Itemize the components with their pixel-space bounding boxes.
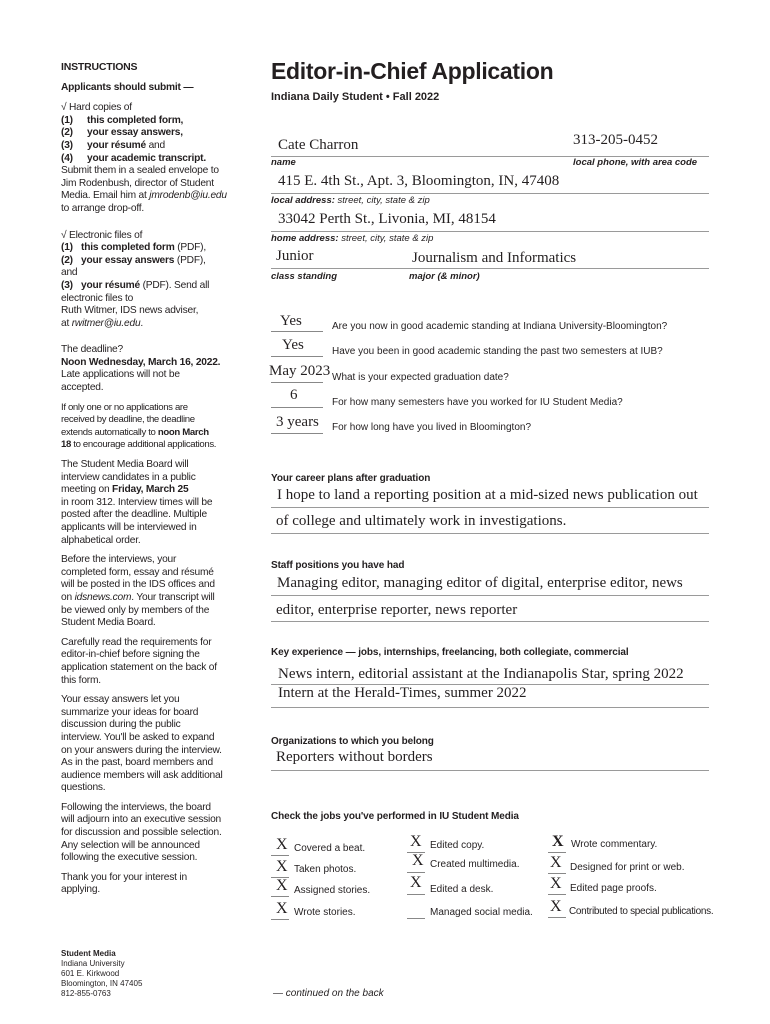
experience-label: Key experience — jobs, internships, freelancing, both collegiate, commercial [271, 647, 629, 658]
q4-answer[interactable]: 6 [290, 387, 298, 403]
class-major-line [271, 268, 709, 269]
home-address-hint: street, city, state & zip [338, 233, 434, 244]
q2-blank [271, 356, 323, 357]
major-label: major (& minor) [409, 271, 480, 282]
extension-line: extends automatically to [61, 426, 158, 438]
experience-line-2[interactable]: Intern at the Herald-Times, summer 2022 [278, 685, 527, 701]
home-address-value[interactable]: 33042 Perth St., Livonia, MI, 48154 [278, 211, 496, 227]
before-line: . Your transcript will [131, 591, 215, 603]
job-blank [407, 918, 425, 919]
organizations-label: Organizations to which you belong [271, 736, 434, 747]
phone-label: local phone, with area code [573, 157, 698, 168]
thanks-line: Thank you for your interest in [61, 871, 187, 883]
job-designed-print-web: Designed for print or web. [570, 862, 685, 873]
job-edited-page-proofs: Edited page proofs. [570, 883, 657, 894]
deadline-question: The deadline? [61, 344, 123, 356]
extension-line: to encourage additional applications. [70, 439, 217, 451]
careful-line: Carefully read the requirements for [61, 636, 212, 648]
before-block [61, 554, 246, 630]
q3-text: What is your expected graduation date? [332, 372, 509, 383]
jobs-label: Check the jobs you've performed in IU Student Media [271, 811, 519, 822]
page-subtitle: Indiana Daily Student • Fall 2022 [271, 91, 440, 103]
name-value[interactable]: Cate Charron [278, 137, 359, 153]
electronic-line: Ruth Witmer, IDS news adviser, [61, 305, 199, 317]
q1-blank [271, 331, 323, 332]
experience-line-1[interactable]: News intern, editorial assistant at the Indianapolis Star, spring 2022 [278, 666, 684, 682]
item-text: this completed form, [87, 114, 184, 126]
careful-line: this form. [61, 674, 101, 686]
home-address-line [271, 231, 709, 232]
item-text-rest: (PDF), [174, 242, 206, 254]
careful-block [61, 637, 246, 687]
job-blank [548, 917, 566, 918]
staff-line-1[interactable]: Managing editor, managing editor of digital, enterprise editor, news [277, 575, 683, 591]
before-line: Before the interviews, your [61, 554, 177, 566]
q3-answer[interactable]: May 2023 [269, 363, 331, 379]
electronic-and: and [61, 267, 78, 279]
hard-copies-intro: √ Hard copies of [61, 102, 132, 114]
item-text: your essay answers [81, 254, 175, 266]
local-address-value[interactable]: 415 E. 4th St., Apt. 3, Bloomington, IN, 47408 [278, 173, 560, 189]
item-num: (3) [61, 279, 73, 291]
job-edited-desk: Edited a desk. [430, 884, 494, 895]
hard-copies-line: Submit them in a sealed envelope to [61, 165, 219, 177]
hard-copies-line: Media. Email him at [61, 190, 150, 202]
thanks-line: applying. [61, 884, 100, 896]
ids-website: idsnews.com [74, 591, 132, 603]
board-line: posted after the deadline. Multiple [61, 509, 207, 521]
career-rule-2 [271, 533, 709, 534]
job-mark-taken-photos[interactable]: X [276, 858, 288, 875]
staff-line-2[interactable]: editor, enterprise reporter, news reporter [276, 602, 518, 618]
thanks-block [61, 872, 246, 897]
essay-line: audience members will ask additional [61, 769, 223, 781]
item-text: this completed form [81, 242, 175, 254]
essay-line: discussion during the public [61, 719, 181, 731]
local-address-label [271, 195, 430, 206]
electronic-line: electronic files to [61, 292, 134, 304]
major-value[interactable]: Journalism and Informatics [412, 250, 577, 266]
board-line: in room 312. Interview times will be [61, 496, 213, 508]
class-standing-label: class standing [271, 271, 337, 282]
job-managed-social: Managed social media. [430, 907, 533, 918]
item-num: (3) [61, 139, 73, 151]
career-line-1[interactable]: I hope to land a reporting position at a mid-sized news publication out [277, 487, 698, 503]
job-taken-photos: Taken photos. [294, 864, 357, 875]
item-num: (4) [61, 152, 73, 164]
item-text: your résumé [81, 279, 140, 291]
following-line: for discussion and possible selection. [61, 827, 222, 839]
ruth-email: rwitmer@iu.edu [71, 317, 141, 329]
q1-answer[interactable]: Yes [280, 313, 302, 329]
instructions-column [61, 61, 246, 904]
q2-text: Have you been in good academic standing the past two semesters at IUB? [332, 346, 663, 357]
q2-answer[interactable]: Yes [282, 337, 304, 353]
q4-text: For how many semesters have you worked for IU Student Media? [332, 397, 623, 408]
board-block [61, 459, 246, 547]
before-line: on [61, 591, 75, 603]
job-blank [271, 896, 289, 897]
footer-line: 601 E. Kirkwood [61, 969, 120, 978]
instructions-heading: INSTRUCTIONS [61, 61, 138, 73]
electronic-intro: √ Electronic files of [61, 229, 143, 241]
q3-blank [271, 382, 323, 383]
organizations-rule-1 [271, 770, 709, 771]
organizations-line-1[interactable]: Reporters without borders [276, 749, 433, 765]
job-mark-assigned-stories[interactable]: X [276, 877, 288, 894]
job-blank [271, 919, 289, 920]
home-address-label [271, 233, 433, 244]
essay-line: Your essay answers let you [61, 694, 180, 706]
item-text-rest: and [145, 139, 165, 151]
careful-line: editor-in-chief before signing the [61, 649, 200, 661]
hard-copies-line: Jim Rodenbush, director of Student [61, 177, 214, 189]
job-created-multimedia: Created multimedia. [430, 859, 520, 870]
before-line: Student Media Board. [61, 617, 156, 629]
board-line: alphabetical order. [61, 534, 141, 546]
board-line: The Student Media Board will [61, 459, 189, 471]
careful-line: application statement on the back of [61, 661, 217, 673]
board-line: meeting on [61, 484, 113, 496]
job-mark-wrote-commentary[interactable]: X [552, 833, 564, 850]
essay-line: interview. You'll be asked to expand [61, 731, 215, 743]
jim-email: jmrodenb@iu.edu [149, 190, 227, 202]
before-line: will be posted in the IDS offices and [61, 579, 215, 591]
q5-answer[interactable]: 3 years [276, 414, 319, 430]
following-line: Following the interviews, the board [61, 801, 211, 813]
local-address-line [271, 193, 709, 194]
item-text-rest: (PDF), [174, 254, 206, 266]
local-address-hint: street, city, state & zip [334, 195, 430, 206]
extension-date: noon March [157, 426, 209, 438]
board-line: interview candidates in a public [61, 471, 196, 483]
name-label: name [271, 157, 296, 168]
job-blank [407, 872, 425, 873]
following-line: following the executive session. [61, 852, 198, 864]
electronic-block [61, 230, 246, 331]
q4-blank [271, 407, 323, 408]
item-text: your essay answers, [87, 127, 183, 139]
electronic-line: . [140, 317, 144, 329]
continued-note: — continued on the back [273, 988, 384, 999]
job-assigned-stories: Assigned stories. [294, 885, 371, 896]
page-title: Editor-in-Chief Application [271, 58, 554, 84]
phone-value[interactable]: 313-205-0452 [573, 132, 658, 148]
footer-address [61, 949, 142, 999]
following-block [61, 802, 246, 865]
essay-line: summarize your ideas for board [61, 706, 199, 718]
job-mark-wrote-stories[interactable]: X [276, 900, 288, 917]
job-mark-created-multimedia[interactable]: X [412, 852, 424, 869]
essay-line: questions. [61, 782, 106, 794]
job-blank [407, 894, 425, 895]
following-line: Any selection will be announced [61, 839, 200, 851]
job-edited-copy: Edited copy. [430, 840, 485, 851]
q1-text: Are you now in good academic standing at Indiana University-Bloomington? [332, 321, 668, 332]
essay-line: on your answers during the interview. [61, 744, 222, 756]
deadline-note: accepted. [61, 382, 104, 394]
job-blank [271, 855, 289, 856]
q5-blank [271, 433, 323, 434]
job-mark-edited-desk[interactable]: X [410, 874, 422, 891]
before-line: be viewed only by members of the [61, 604, 210, 616]
career-line-2[interactable]: of college and ultimately work in investigations. [276, 513, 567, 529]
item-text-rest: (PDF). Send all [139, 279, 210, 291]
job-blank [548, 873, 566, 874]
electronic-line: at [61, 317, 72, 329]
home-address-label-text: home address: [271, 233, 339, 244]
item-text: your résumé [87, 139, 146, 151]
extension-date: 18 [61, 439, 71, 451]
item-num: (1) [61, 114, 73, 126]
item-num: (2) [61, 127, 73, 139]
career-rule-1 [271, 507, 709, 508]
essay-line: As in the past, board members and [61, 757, 213, 769]
staff-rule-2 [271, 621, 709, 622]
job-mark-edited-page-proofs[interactable]: X [550, 875, 562, 892]
hard-copies-line: to arrange drop-off. [61, 202, 145, 214]
deadline-block [61, 344, 246, 394]
item-num: (2) [61, 254, 73, 266]
hard-copies-block [61, 102, 246, 215]
job-special-publications: Contributed to special publications. [569, 906, 714, 917]
staff-label: Staff positions you have had [271, 560, 405, 571]
item-text: your academic transcript. [87, 152, 206, 164]
job-wrote-commentary: Wrote commentary. [571, 839, 658, 850]
essay-block [61, 694, 246, 795]
board-date: Friday, March 25 [112, 484, 189, 496]
item-num: (1) [61, 242, 73, 254]
submit-heading: Applicants should submit — [61, 81, 194, 93]
job-wrote-stories: Wrote stories. [294, 907, 356, 918]
job-blank [548, 852, 566, 853]
job-mark-designed-print-web[interactable]: X [550, 854, 562, 871]
footer-org: Student Media [61, 949, 116, 958]
job-mark-edited-copy[interactable]: X [410, 833, 422, 850]
career-label: Your career plans after graduation [271, 473, 431, 484]
footer-line: Indiana University [61, 959, 125, 968]
deadline-note: Late applications will not be [61, 369, 180, 381]
job-covered-beat: Covered a beat. [294, 843, 366, 854]
extension-line: If only one or no applications are [61, 401, 188, 413]
job-blank [548, 894, 566, 895]
following-line: will adjourn into an executive session [61, 814, 222, 826]
extension-line: received by deadline, the deadline [61, 414, 195, 426]
local-address-label-text: local address: [271, 195, 335, 206]
deadline-date: Noon Wednesday, March 16, 2022. [61, 356, 221, 368]
job-mark-special-publications[interactable]: X [550, 898, 562, 915]
staff-rule-1 [271, 595, 709, 596]
experience-rule-2 [271, 707, 709, 708]
extension-block [61, 402, 246, 452]
class-standing-value[interactable]: Junior [276, 248, 314, 264]
job-mark-covered-beat[interactable]: X [276, 836, 288, 853]
footer-line: Bloomington, IN 47405 [61, 979, 143, 988]
footer-phone: 812-855-0763 [61, 989, 111, 998]
board-line: applicants will be interviewed in [61, 522, 197, 533]
before-line: completed form, essay and résumé [61, 566, 214, 578]
q5-text: For how long have you lived in Bloomington? [332, 422, 532, 433]
